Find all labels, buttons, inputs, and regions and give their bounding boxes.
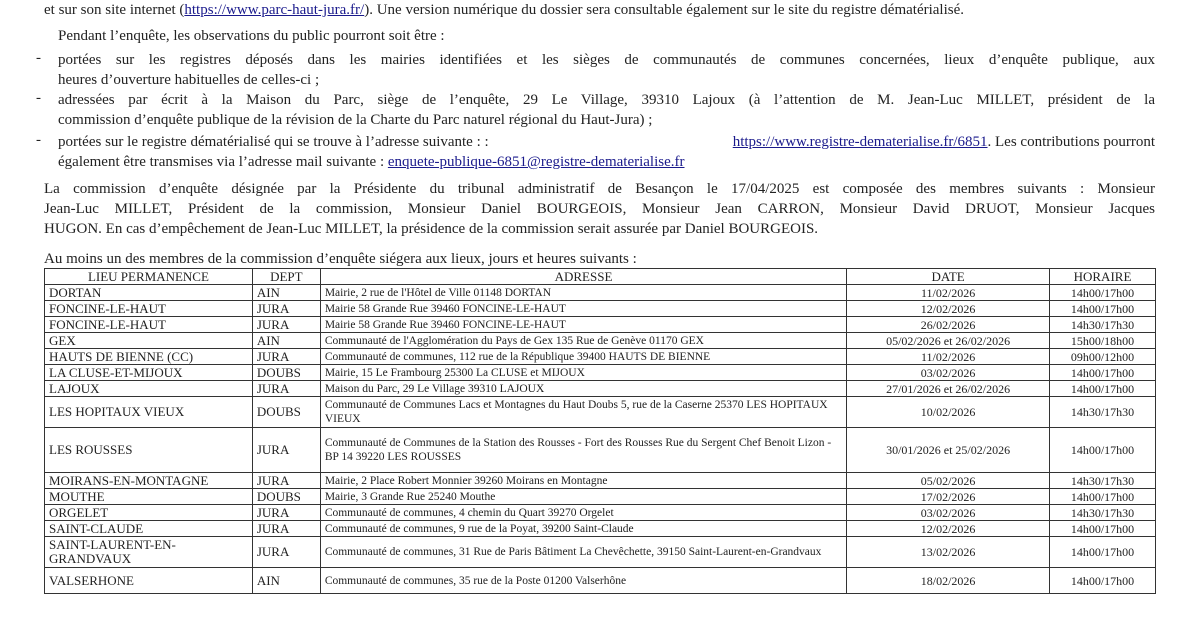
bullet-2-line-2: commission d’enquête publique de la révision de la Charte du Parc naturel régional du Haut-Jura) ; bbox=[58, 112, 653, 128]
table-row bbox=[45, 521, 1156, 537]
cell-date: 05/02/2026 bbox=[847, 473, 1050, 489]
intro-prefix: et sur son site internet ( bbox=[44, 2, 185, 18]
cell-horaire: 14h00/17h00 bbox=[1050, 521, 1156, 537]
header-lieu: LIEU PERMANENCE bbox=[45, 269, 253, 285]
cell-horaire: 14h30/17h30 bbox=[1050, 397, 1156, 428]
cell-adresse: Communauté de communes, 35 rue de la Poste 01200 Valserhône bbox=[320, 568, 846, 594]
permanence-table bbox=[44, 268, 1156, 594]
header-date: DATE bbox=[847, 269, 1050, 285]
cell-lieu: ORGELET bbox=[45, 505, 253, 521]
bullet-3-suffix: . Les contributions pourront bbox=[987, 134, 1155, 150]
cell-lieu: LES ROUSSES bbox=[45, 428, 253, 473]
cell-date: 30/01/2026 et 25/02/2026 bbox=[847, 428, 1050, 473]
cell-horaire: 14h30/17h30 bbox=[1050, 505, 1156, 521]
cell-dept: JURA bbox=[252, 301, 320, 317]
cell-date: 26/02/2026 bbox=[847, 317, 1050, 333]
cell-horaire: 14h30/17h30 bbox=[1050, 473, 1156, 489]
cell-lieu: DORTAN bbox=[45, 285, 253, 301]
cell-lieu: FONCINE-LE-HAUT bbox=[45, 317, 253, 333]
table-row bbox=[45, 349, 1156, 365]
cell-dept: JURA bbox=[252, 521, 320, 537]
table-row bbox=[45, 537, 1156, 568]
cell-date: 17/02/2026 bbox=[847, 489, 1050, 505]
registre-link[interactable]: https://www.registre-dematerialise.fr/6851 bbox=[732, 134, 988, 150]
cell-adresse: Communauté de communes, 9 rue de la Poyat, 39200 Saint-Claude bbox=[320, 521, 846, 537]
bullet-dash: - bbox=[36, 50, 41, 66]
cell-dept: JURA bbox=[252, 381, 320, 397]
commission-paragraph bbox=[44, 179, 1155, 239]
cell-dept: JURA bbox=[252, 537, 320, 568]
cell-adresse: Maison du Parc, 29 Le Village 39310 LAJOUX bbox=[320, 381, 846, 397]
cell-horaire: 14h00/17h00 bbox=[1050, 489, 1156, 505]
cell-horaire: 14h00/17h00 bbox=[1050, 285, 1156, 301]
header-adresse: ADRESSE bbox=[320, 269, 846, 285]
cell-dept: JURA bbox=[252, 349, 320, 365]
bullet-3-line-1 bbox=[58, 132, 1155, 152]
table-row bbox=[45, 301, 1156, 317]
cell-date: 03/02/2026 bbox=[847, 365, 1050, 381]
cell-dept: JURA bbox=[252, 473, 320, 489]
bullet-3 bbox=[58, 132, 1155, 172]
table-row bbox=[45, 505, 1156, 521]
cell-dept: AIN bbox=[252, 568, 320, 594]
commission-line-3: HUGON. En cas d’empêchement de Jean-Luc MILLET, la présidence de la commission serait assurée par Daniel BOURGEOIS. bbox=[44, 221, 819, 237]
cell-lieu: LES HOPITAUX VIEUX bbox=[45, 397, 253, 428]
table-row bbox=[45, 285, 1156, 301]
bullet-3-line-2 bbox=[58, 152, 1155, 172]
cell-dept: AIN bbox=[252, 285, 320, 301]
commission-line-1: La commission d’enquête désignée par la Présidente du tribunal administratif de Besançon le 17/04/2025 est composée des membres suivants : Monsieur bbox=[44, 181, 1155, 197]
cell-date: 12/02/2026 bbox=[847, 521, 1050, 537]
cell-horaire: 09h00/12h00 bbox=[1050, 349, 1156, 365]
cell-lieu: LA CLUSE-ET-MIJOUX bbox=[45, 365, 253, 381]
table-row bbox=[45, 333, 1156, 349]
cell-dept: DOUBS bbox=[252, 365, 320, 381]
cell-dept: JURA bbox=[252, 428, 320, 473]
table-row bbox=[45, 397, 1156, 428]
intro-suffix: ). Une version numérique du dossier sera consultable également sur le site du registre dématérialisé. bbox=[364, 2, 965, 18]
cell-adresse: Communauté de Communes de la Station des Rousses - Fort des Rousses Rue du Sergent Chef Benoit Lizon - BP 14 39220 LES ROUSSES bbox=[320, 428, 846, 473]
table-row bbox=[45, 568, 1156, 594]
cell-date: 11/02/2026 bbox=[847, 285, 1050, 301]
cell-adresse: Mairie, 15 Le Frambourg 25300 La CLUSE et MIJOUX bbox=[320, 365, 846, 381]
cell-adresse: Communauté de Communes Lacs et Montagnes du Haut Doubs 5, rue de la Caserne 25370 LES HOPITAUX VIEUX bbox=[320, 397, 846, 428]
bullet-1-line-2: heures d’ouverture habituelles de celles-ci ; bbox=[58, 72, 320, 88]
cell-date: 05/02/2026 et 26/02/2026 bbox=[847, 333, 1050, 349]
cell-horaire: 14h00/17h00 bbox=[1050, 537, 1156, 568]
table-row bbox=[45, 473, 1156, 489]
commission-line-2: Jean-Luc MILLET, Président de la commission, Monsieur Daniel BOURGEOIS, Monsieur Jean CARRON, Monsieur David DRUOT, Monsieur Jacques bbox=[44, 201, 1155, 217]
observations-intro: Pendant l’enquête, les observations du public pourront soit être : bbox=[58, 28, 445, 44]
cell-lieu: GEX bbox=[45, 333, 253, 349]
cell-adresse: Communauté de communes, 4 chemin du Quart 39270 Orgelet bbox=[320, 505, 846, 521]
table-row bbox=[45, 428, 1156, 473]
cell-horaire: 14h00/17h00 bbox=[1050, 365, 1156, 381]
header-horaire: HORAIRE bbox=[1050, 269, 1156, 285]
parc-website-link[interactable]: https://www.parc-haut-jura.fr/ bbox=[184, 2, 365, 18]
cell-dept: DOUBS bbox=[252, 397, 320, 428]
cell-dept: AIN bbox=[252, 333, 320, 349]
table-row bbox=[45, 489, 1156, 505]
cell-dept: DOUBS bbox=[252, 489, 320, 505]
cell-adresse: Mairie, 2 Place Robert Monnier 39260 Moirans en Montagne bbox=[320, 473, 846, 489]
cell-adresse: Mairie, 3 Grande Rue 25240 Mouthe bbox=[320, 489, 846, 505]
cell-dept: JURA bbox=[252, 317, 320, 333]
cell-lieu: SAINT-CLAUDE bbox=[45, 521, 253, 537]
contact-email-link[interactable]: enquete-publique-6851@registre-dematerialise.fr bbox=[387, 154, 685, 170]
cell-adresse: Mairie 58 Grande Rue 39460 FONCINE-LE-HAUT bbox=[320, 317, 846, 333]
table-row bbox=[45, 317, 1156, 333]
table-row bbox=[45, 365, 1156, 381]
cell-adresse: Communauté de communes, 112 rue de la République 39400 HAUTS DE BIENNE bbox=[320, 349, 846, 365]
cell-date: 12/02/2026 bbox=[847, 301, 1050, 317]
cell-adresse: Mairie, 2 rue de l'Hôtel de Ville 01148 DORTAN bbox=[320, 285, 846, 301]
bullet-dash: - bbox=[36, 90, 41, 106]
cell-lieu: SAINT-LAURENT-EN-GRANDVAUX bbox=[45, 537, 253, 568]
cell-lieu: HAUTS DE BIENNE (CC) bbox=[45, 349, 253, 365]
cell-date: 18/02/2026 bbox=[847, 568, 1050, 594]
bullet-dash: - bbox=[36, 132, 41, 148]
cell-lieu: FONCINE-LE-HAUT bbox=[45, 301, 253, 317]
cell-date: 10/02/2026 bbox=[847, 397, 1050, 428]
cell-horaire: 14h00/17h00 bbox=[1050, 428, 1156, 473]
cell-horaire: 14h00/17h00 bbox=[1050, 301, 1156, 317]
cell-horaire: 14h30/17h30 bbox=[1050, 317, 1156, 333]
header-dept: DEPT bbox=[252, 269, 320, 285]
bullet-1 bbox=[58, 50, 1155, 90]
bullet-2 bbox=[58, 90, 1155, 130]
table-intro: Au moins un des membres de la commission d’enquête siégera aux lieux, jours et heures suivants : bbox=[44, 251, 637, 267]
bullet-2-line-1: adressées par écrit à la Maison du Parc, siège de l’enquête, 29 Le Village, 39310 Lajoux (à l’attention de M. Jean-Luc MILLET, président de la bbox=[58, 92, 1155, 108]
cell-adresse: Mairie 58 Grande Rue 39460 FONCINE-LE-HAUT bbox=[320, 301, 846, 317]
cell-dept: JURA bbox=[252, 505, 320, 521]
cell-lieu: MOUTHE bbox=[45, 489, 253, 505]
bullet-3-line-2-prefix: également être transmises via l’adresse mail suivante : bbox=[58, 154, 385, 170]
bullet-1-line-1: portées sur les registres déposés dans les mairies identifiées et les sièges de communautés de communes concernées, lieux d’enquête publique, aux bbox=[58, 52, 1155, 68]
cell-date: 03/02/2026 bbox=[847, 505, 1050, 521]
intro-line bbox=[44, 0, 964, 20]
table-row bbox=[45, 381, 1156, 397]
cell-lieu: MOIRANS-EN-MONTAGNE bbox=[45, 473, 253, 489]
cell-lieu: LAJOUX bbox=[45, 381, 253, 397]
cell-lieu: VALSERHONE bbox=[45, 568, 253, 594]
cell-adresse: Communauté de communes, 31 Rue de Paris Bâtiment La Chevêchette, 39150 Saint-Laurent-en-Grandvaux bbox=[320, 537, 846, 568]
cell-horaire: 15h00/18h00 bbox=[1050, 333, 1156, 349]
table-header-row bbox=[45, 269, 1156, 285]
cell-date: 27/01/2026 et 26/02/2026 bbox=[847, 381, 1050, 397]
cell-horaire: 14h00/17h00 bbox=[1050, 568, 1156, 594]
cell-adresse: Communauté de l'Agglomération du Pays de Gex 135 Rue de Genève 01170 GEX bbox=[320, 333, 846, 349]
cell-horaire: 14h00/17h00 bbox=[1050, 381, 1156, 397]
cell-date: 11/02/2026 bbox=[847, 349, 1050, 365]
cell-date: 13/02/2026 bbox=[847, 537, 1050, 568]
bullet-3-prefix: portées sur le registre dématérialisé qui se trouve à l’adresse suivante : : bbox=[58, 134, 489, 150]
